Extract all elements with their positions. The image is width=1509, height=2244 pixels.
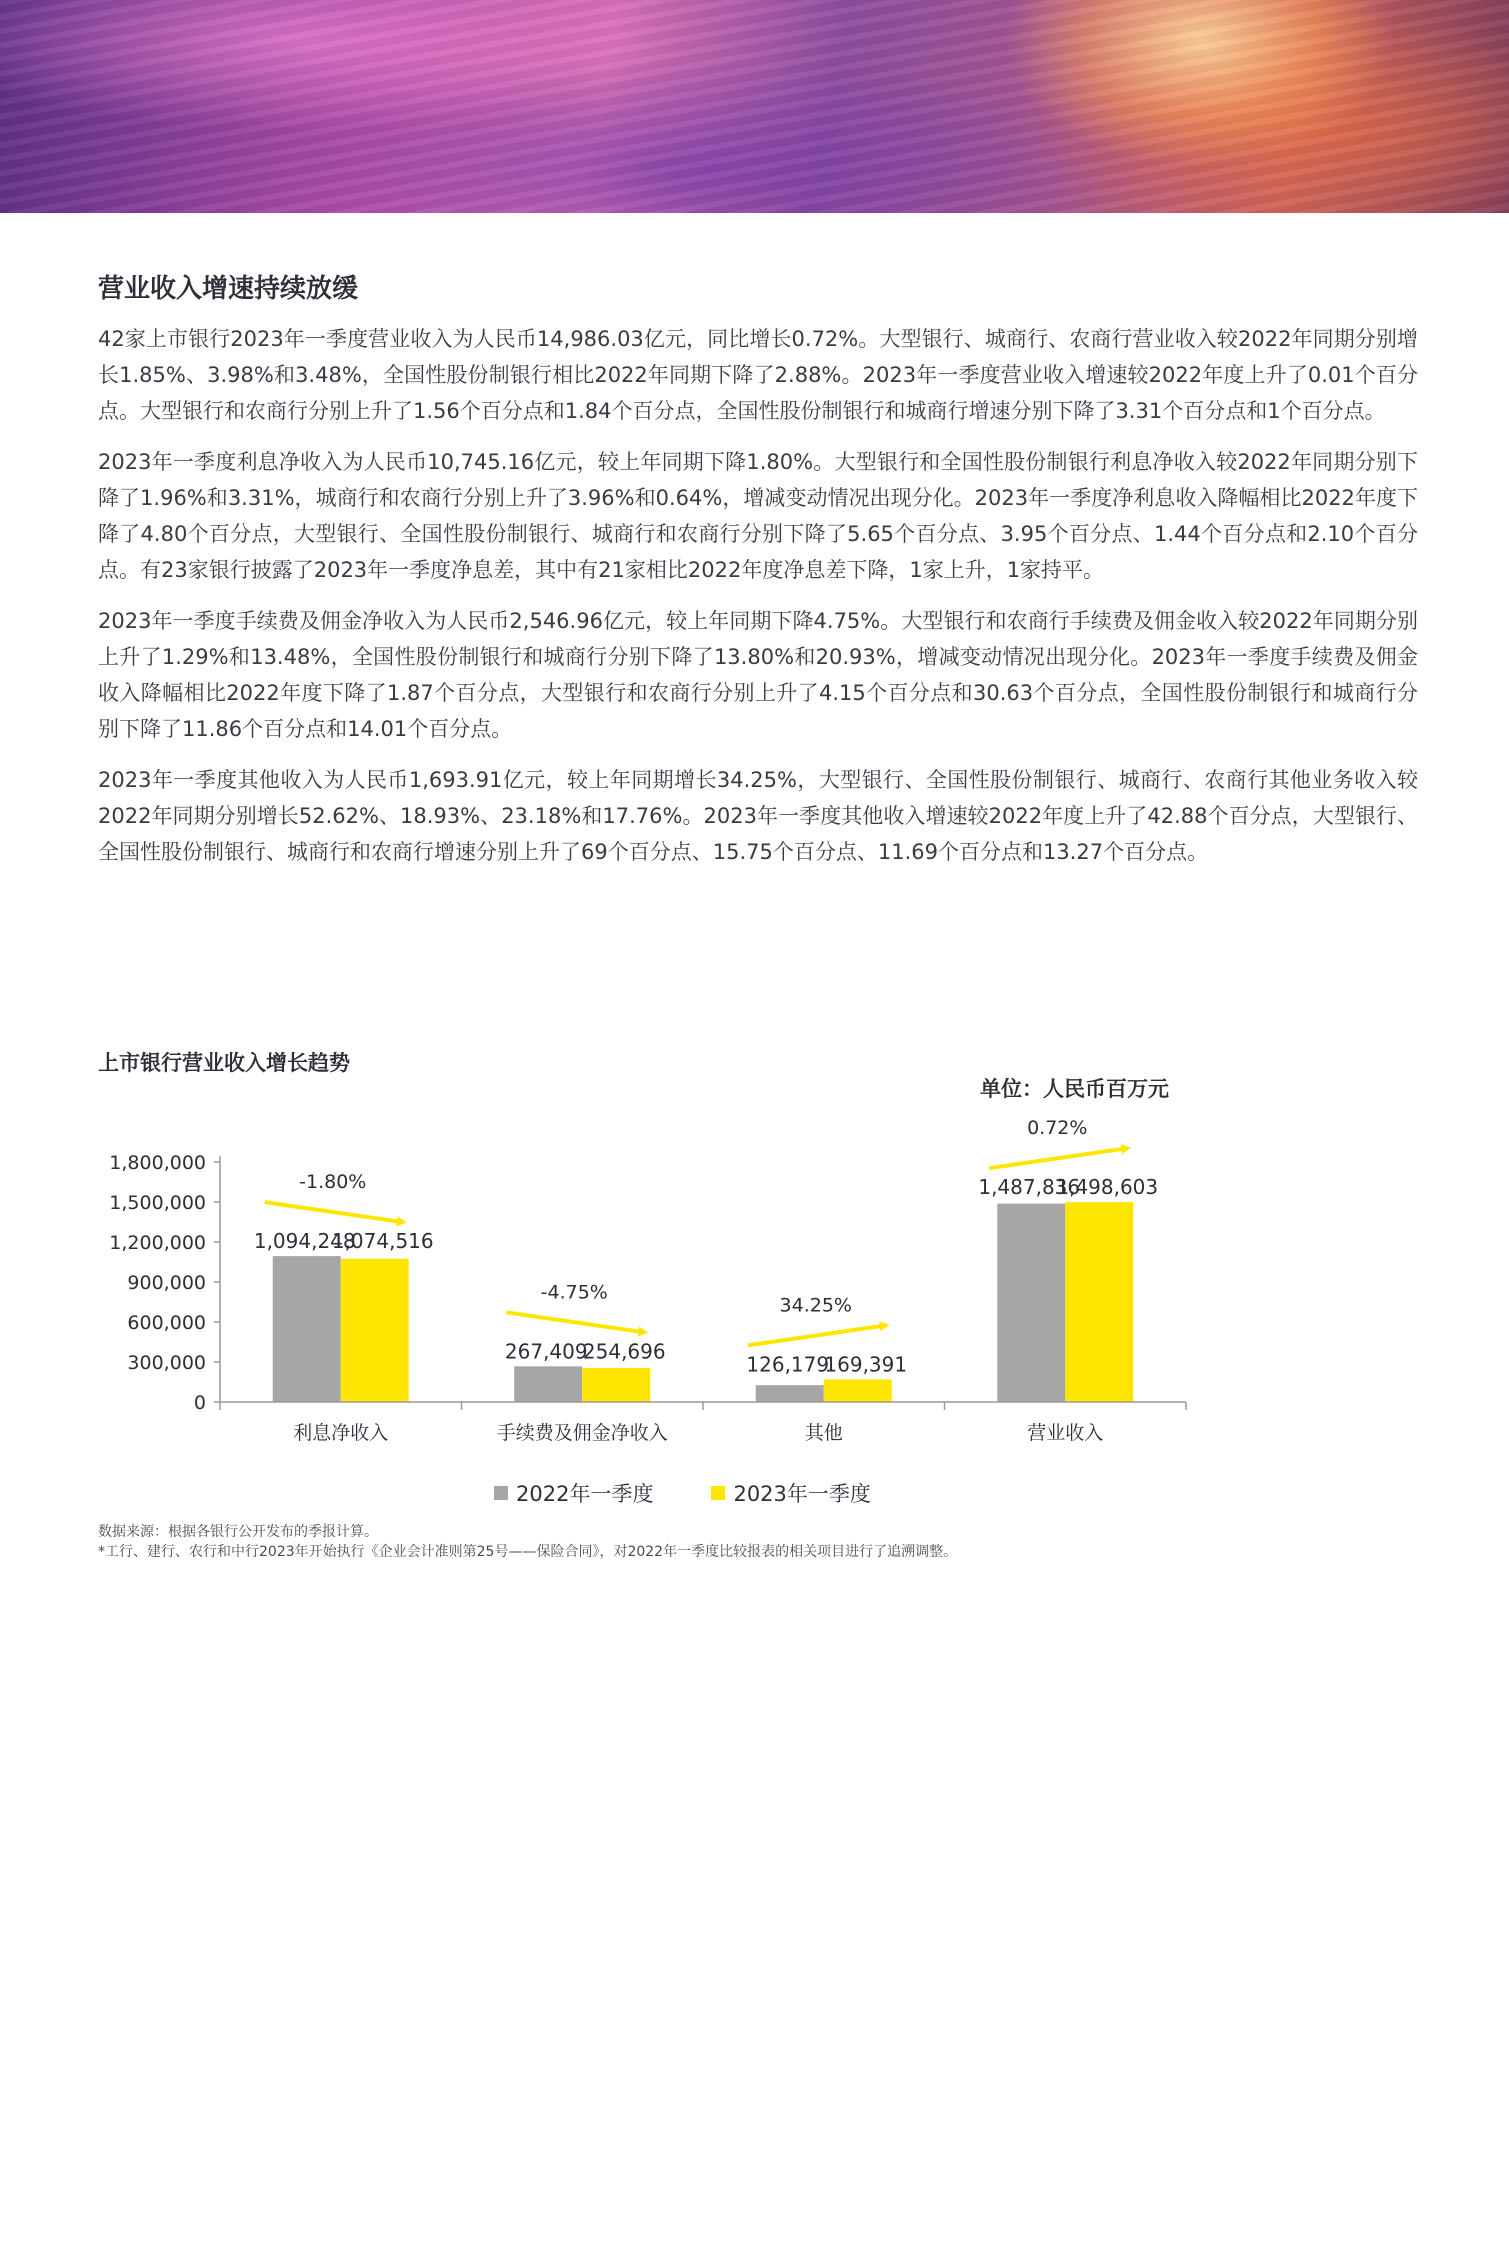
x-category-label: 其他 bbox=[804, 1422, 843, 1444]
bar-2022 bbox=[273, 1256, 341, 1402]
footnote-note: *工行、建行、农行和中行2023年开始执行《企业会计准则第25号——保险合同》，对2022年一季度比较报表的相关项目进行了追溯调整。 bbox=[98, 1544, 958, 1560]
x-category-label: 营业收入 bbox=[1027, 1422, 1104, 1444]
chart-legend bbox=[494, 1478, 871, 1508]
legend-item-2022 bbox=[494, 1478, 653, 1508]
y-tick-label: 0 bbox=[193, 1392, 206, 1414]
chart-unit-label: 单位：人民币百万元 bbox=[980, 1077, 1169, 1101]
paragraph-revenue: 42家上市银行2023年一季度营业收入为人民币14,986.03亿元，同比增长0.72%。大型银行、城商行、农商行营业收入较2022年同期分别增长1.85%、3.98%和3.48%，全国性股份制银行相比2022年同期下降了2.88%。2023年一季度营业收入增速较2022年度上升了0.01个百分点。大型银行和农商行分别上升了1.56个百分点和1.84个百分点，全国性股份制银行和城商行增速分别下降了3.31个百分点和1个百分点。 bbox=[98, 327, 1418, 423]
bar-2023 bbox=[341, 1259, 409, 1402]
x-category-label: 利息净收入 bbox=[293, 1422, 389, 1444]
growth-arrow bbox=[748, 1325, 886, 1345]
legend-swatch-2022 bbox=[494, 1486, 508, 1500]
paragraph-net-interest: 2023年一季度利息净收入为人民币10,745.16亿元，较上年同期下降1.80%。大型银行和全国性股份制银行利息净收入较2022年同期分别下降了1.96%和3.31%，城商行和农商行分别上升了3.96%和0.64%，增减变动情况出现分化。2023年一季度净利息收入降幅相比2022年度下降了4.80个百分点，大型银行、全国性股份制银行、城商行和农商行分别下降了5.65个百分点、3.95个百分点、1.44个百分点和2.10个百分点。有23家银行披露了2023年一季度净息差，其中有21家相比2022年度净息差下降，1家上升，1家持平。 bbox=[98, 450, 1418, 582]
legend-item-2023 bbox=[711, 1478, 870, 1508]
bar-2022 bbox=[756, 1385, 824, 1402]
bar-2023 bbox=[824, 1379, 892, 1402]
growth-rate-label: -1.80% bbox=[299, 1171, 367, 1194]
data-label-2022: 1,487,836 bbox=[978, 1175, 1081, 1200]
y-tick-label: 300,000 bbox=[127, 1352, 206, 1374]
legend-swatch-2023 bbox=[711, 1486, 725, 1500]
legend-label-2023: 2023年一季度 bbox=[733, 1482, 871, 1506]
chart-title: 上市银行营业收入增长趋势 bbox=[98, 1051, 350, 1075]
y-tick-label: 1,800,000 bbox=[109, 1152, 206, 1174]
growth-arrow bbox=[506, 1312, 644, 1332]
bar-2022 bbox=[514, 1366, 582, 1402]
x-category-label: 手续费及佣金净收入 bbox=[496, 1422, 668, 1444]
bar-2022 bbox=[997, 1204, 1065, 1402]
bar-2023 bbox=[1065, 1202, 1133, 1402]
y-tick-label: 1,200,000 bbox=[109, 1232, 206, 1254]
growth-arrow bbox=[989, 1148, 1127, 1168]
bar-2023 bbox=[582, 1368, 650, 1402]
growth-rate-label: 0.72% bbox=[1027, 1117, 1088, 1140]
data-label-2022: 1,094,248 bbox=[253, 1229, 356, 1254]
data-label-2022: 267,409 bbox=[504, 1339, 588, 1364]
y-tick-label: 1,500,000 bbox=[109, 1192, 206, 1214]
growth-arrow bbox=[265, 1202, 403, 1222]
growth-rate-label: 34.25% bbox=[779, 1294, 852, 1317]
section-title: 营业收入增速持续放缓 bbox=[98, 274, 359, 304]
paragraph-other-income: 2023年一季度其他收入为人民币1,693.91亿元，较上年同期增长34.25%，大型银行、全国性股份制银行、城商行、农商行其他业务收入较2022年同期分别增长52.62%、18.93%、23.18%和17.76%。2023年一季度其他收入增速较2022年度上升了42.88个百分点，大型银行、全国性股份制银行、城商行和农商行增速分别上升了69个百分点、15.75个百分点、11.69个百分点和13.27个百分点。 bbox=[98, 768, 1418, 864]
data-label-2023: 1,498,603 bbox=[1056, 1175, 1159, 1200]
paragraph-fee-commission: 2023年一季度手续费及佣金净收入为人民币2,546.96亿元，较上年同期下降4.75%。大型银行和农商行手续费及佣金收入较2022年同期分别上升了1.29%和13.48%，全国性股份制银行和城商行分别下降了13.80%和20.93%，增减变动情况出现分化。2023年一季度手续费及佣金收入降幅相比2022年度下降了1.87个百分点，大型银行和农商行分别上升了4.15个百分点和30.63个百分点，全国性股份制银行和城商行分别下降了11.86个百分点和14.01个百分点。 bbox=[98, 609, 1418, 741]
growth-rate-label: -4.75% bbox=[540, 1281, 608, 1304]
y-tick-label: 600,000 bbox=[127, 1312, 206, 1334]
data-label-2023: 1,074,516 bbox=[331, 1229, 434, 1254]
footnotes bbox=[98, 1522, 957, 1562]
data-label-2023: 169,391 bbox=[824, 1352, 908, 1377]
legend-label-2022: 2022年一季度 bbox=[516, 1482, 654, 1506]
y-tick-label: 900,000 bbox=[127, 1272, 206, 1294]
footnote-source: 数据来源：根据各银行公开发布的季报计算。 bbox=[98, 1524, 378, 1540]
data-label-2022: 126,179 bbox=[746, 1352, 830, 1377]
data-label-2023: 254,696 bbox=[582, 1339, 666, 1364]
